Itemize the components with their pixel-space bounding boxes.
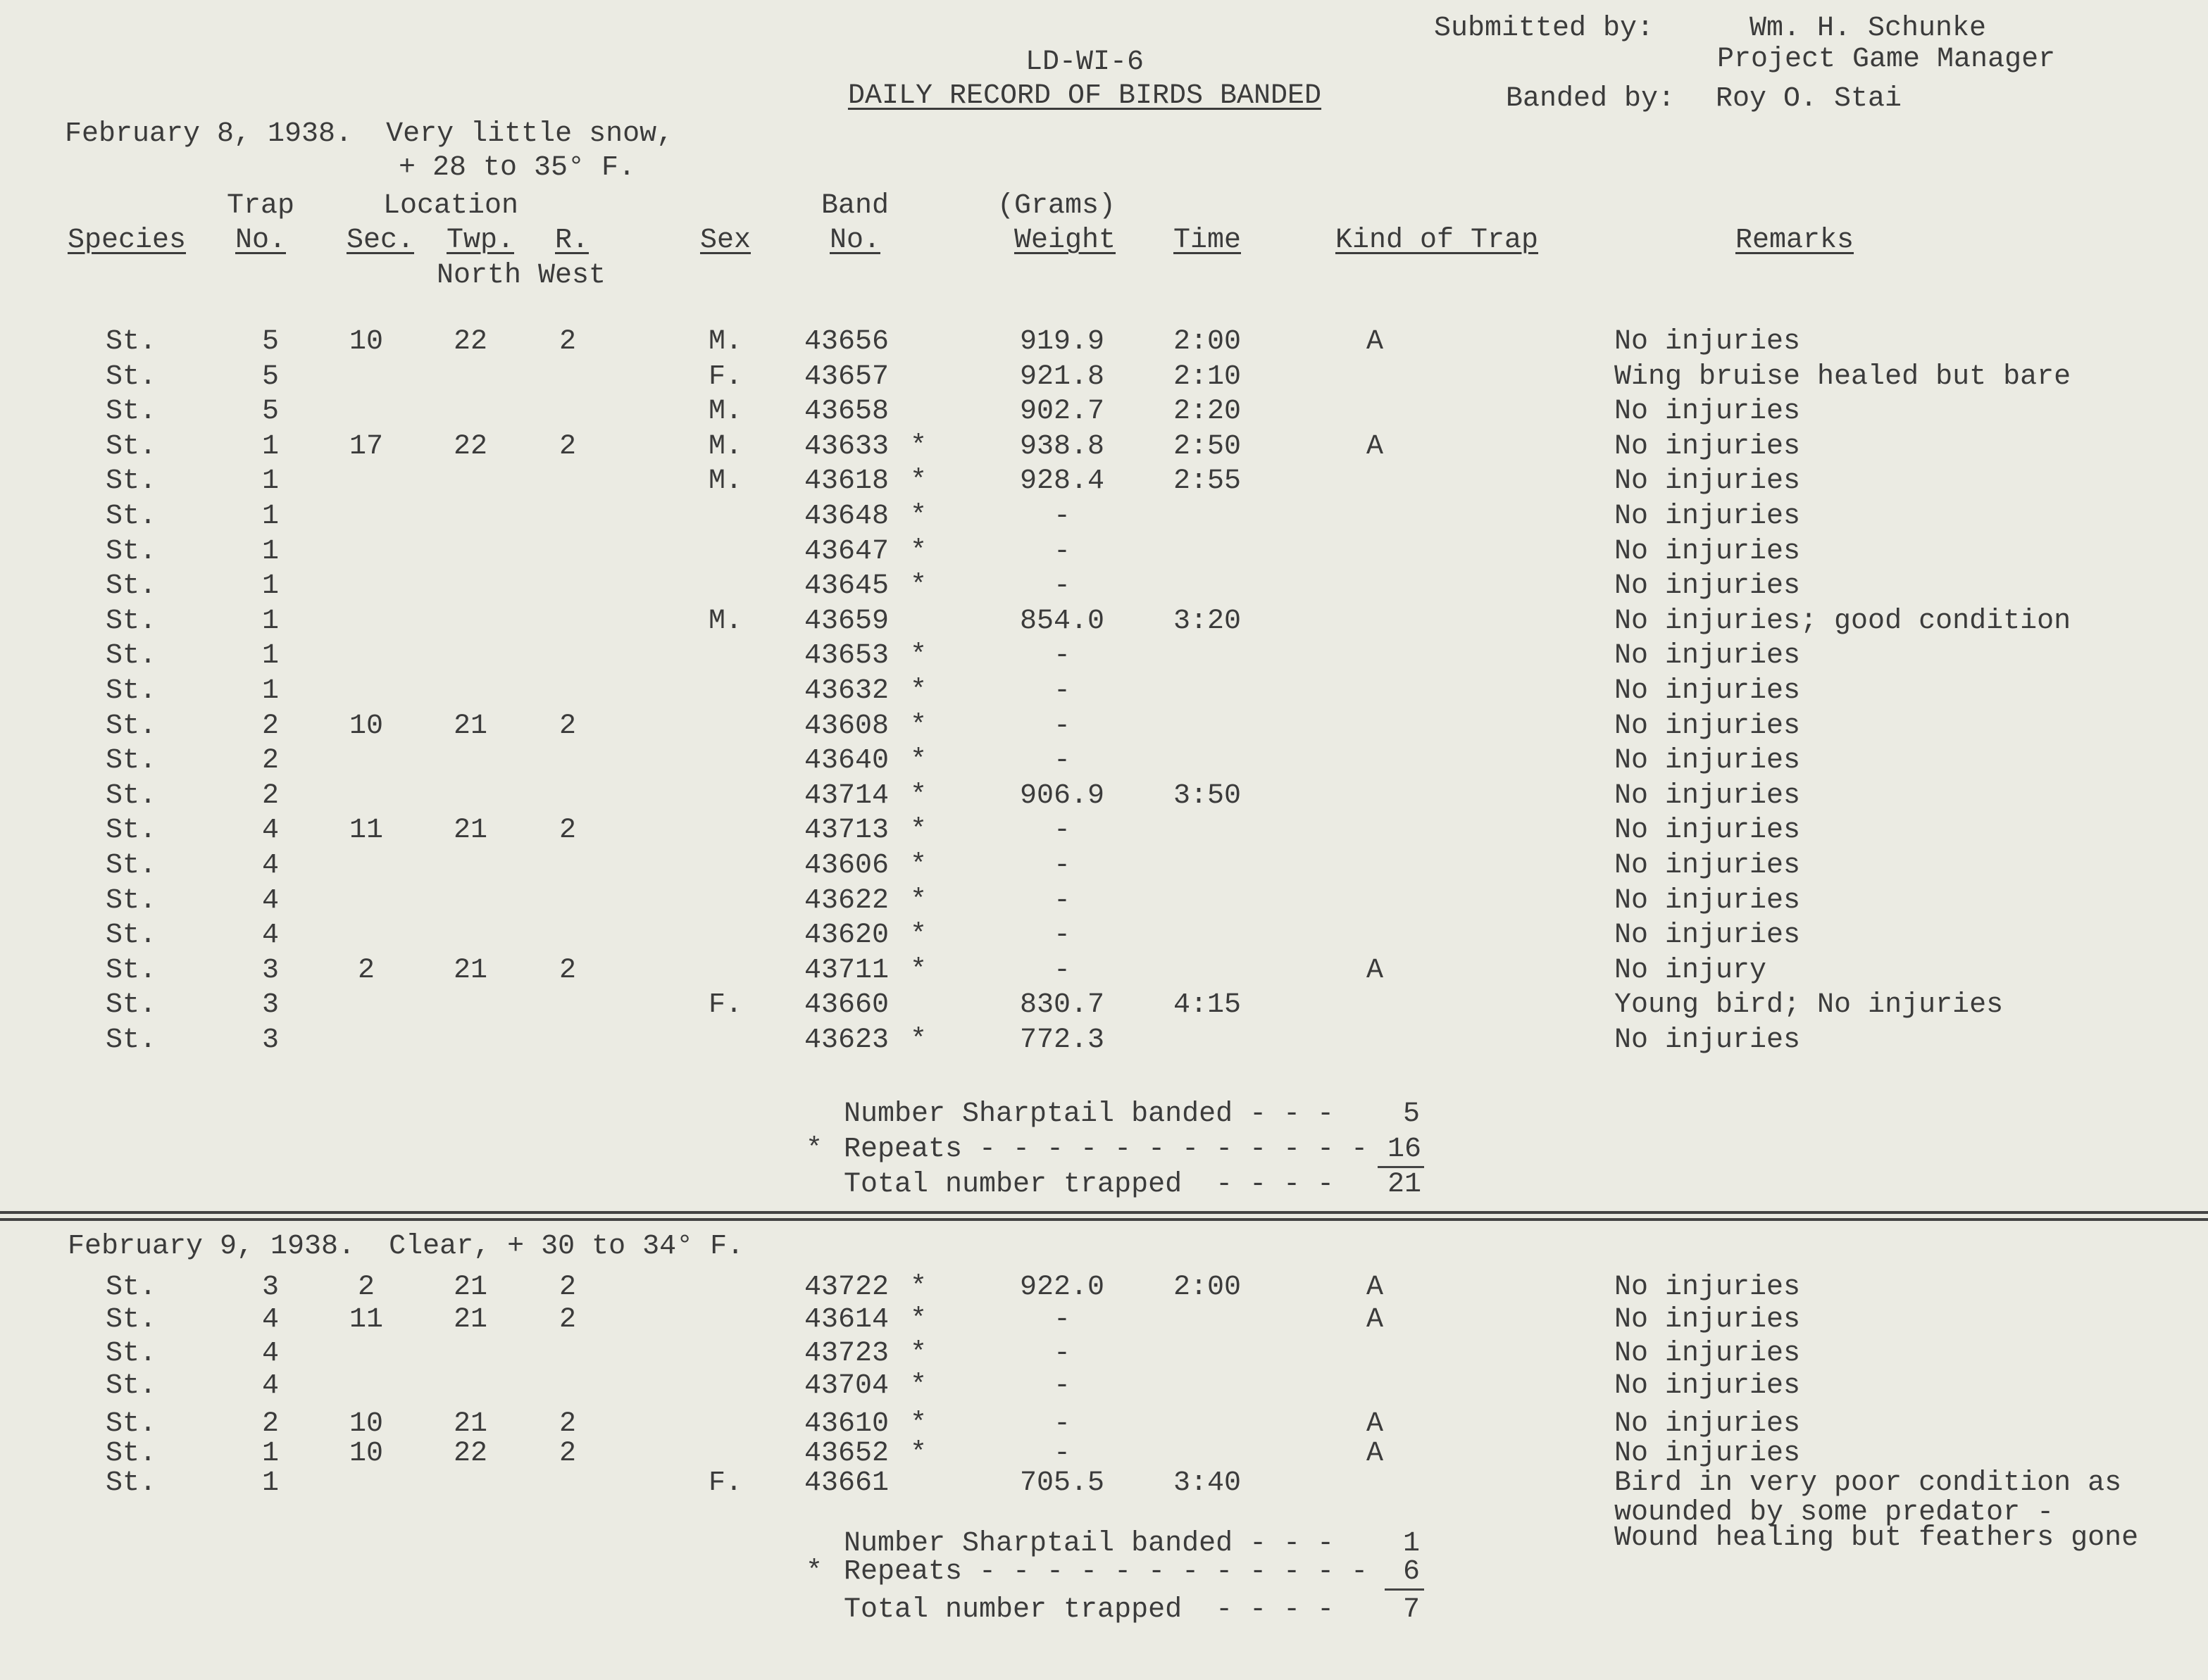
cell-time: 2:10 [1173, 361, 1242, 393]
col-band-top: Band [821, 190, 890, 222]
cell-twp: 21 [453, 1272, 488, 1303]
cell-band-no: 43656 [804, 326, 890, 358]
cell-trap-no: 2 [261, 710, 280, 742]
cell-trap-no: 4 [261, 920, 280, 952]
cell-weight: - [1053, 1408, 1071, 1440]
day1-banded-label: Number Sharptail banded - - - [844, 1098, 1335, 1130]
cell-remarks: No injuries [1614, 1024, 1801, 1056]
cell-time: 2:20 [1173, 396, 1242, 428]
cell-kind-of-trap: A [1366, 430, 1384, 463]
cell-sex: F. [708, 989, 743, 1022]
submitted-label: Submitted by: [1434, 13, 1654, 44]
cell-band-no: 43657 [804, 361, 890, 393]
day2-date-line: February 9, 1938. Clear, + 30 to 34° F. [68, 1231, 744, 1262]
cell-remarks: No injuries [1614, 430, 1801, 463]
cell-species: St. [106, 326, 157, 358]
cell-weight: 854.0 [1019, 605, 1105, 637]
cell-repeat-mark: * [910, 570, 928, 603]
cell-twp: 21 [453, 1408, 488, 1440]
cell-remarks: Young bird; No injuries [1614, 989, 2004, 1022]
cell-trap-no: 4 [261, 1304, 280, 1336]
day1-banded-value: 5 [1402, 1098, 1421, 1130]
cell-species: St. [106, 1338, 157, 1369]
cell-weight: - [1053, 850, 1071, 882]
cell-band-no: 43722 [804, 1272, 890, 1303]
cell-kind-of-trap: A [1366, 954, 1384, 986]
cell-trap-no: 4 [261, 815, 280, 847]
cell-repeat-mark: * [910, 1272, 928, 1303]
cell-range: 2 [559, 1438, 577, 1469]
day2-remarks-line-2: wounded by some predator - [1614, 1497, 2054, 1529]
cell-sec: 11 [349, 815, 384, 847]
cell-time: 3:50 [1173, 779, 1242, 812]
col-twp: Twp. [446, 225, 515, 256]
cell-species: St. [106, 501, 157, 532]
cell-trap-no: 3 [261, 1024, 280, 1056]
cell-band-no: 43661 [804, 1467, 890, 1499]
cell-remarks: No injuries [1614, 396, 1801, 428]
cell-species: St. [106, 989, 157, 1022]
cell-time: 4:15 [1173, 989, 1242, 1022]
cell-time: 2:00 [1173, 326, 1242, 358]
col-range: R. [554, 225, 590, 256]
cell-species: St. [106, 884, 157, 917]
cell-trap-no: 2 [261, 745, 280, 777]
cell-weight: 830.7 [1019, 989, 1105, 1022]
cell-range: 2 [559, 954, 577, 986]
cell-time: 2:50 [1173, 430, 1242, 463]
cell-repeat-mark: * [910, 1408, 928, 1440]
cell-repeat-mark: * [910, 535, 928, 568]
cell-trap-no: 5 [261, 326, 280, 358]
cell-kind-of-trap: A [1366, 1304, 1384, 1336]
col-trap-no: No. [235, 225, 287, 256]
cell-band-no: 43723 [804, 1338, 890, 1369]
cell-repeat-mark: * [910, 1370, 928, 1402]
cell-species: St. [106, 465, 157, 498]
day2-remarks-line-3: Wound healing but feathers gone [1614, 1522, 2139, 1554]
cell-remarks: No injuries [1614, 1272, 1801, 1303]
cell-range: 2 [559, 710, 577, 742]
cell-range: 2 [559, 1272, 577, 1303]
day1-date-line: February 8, 1938. Very little snow, [65, 118, 674, 150]
cell-remarks: No injuries [1614, 779, 1801, 812]
cell-repeat-mark: * [910, 675, 928, 707]
cell-sec: 10 [349, 326, 384, 358]
cell-remarks: No injuries [1614, 570, 1801, 603]
cell-sex: M. [708, 396, 743, 428]
cell-species: St. [106, 1024, 157, 1056]
day2-banded-label: Number Sharptail banded - - - [844, 1528, 1335, 1560]
cell-weight: - [1053, 535, 1071, 568]
cell-trap-no: 4 [261, 1370, 280, 1402]
cell-kind-of-trap: A [1366, 1438, 1384, 1469]
cell-sec: 11 [349, 1304, 384, 1336]
cell-trap-no: 3 [261, 954, 280, 986]
cell-weight: - [1053, 570, 1071, 603]
day2-total-value: 7 [1402, 1594, 1421, 1626]
cell-weight: - [1053, 1438, 1071, 1469]
cell-sec: 10 [349, 1408, 384, 1440]
day1-repeats-label: Repeats - - - - - - - - - - - - [844, 1134, 1368, 1165]
cell-band-no: 43713 [804, 815, 890, 847]
cell-species: St. [106, 850, 157, 882]
col-west: West [537, 260, 606, 292]
cell-repeat-mark: * [910, 1024, 928, 1056]
cell-weight: 921.8 [1019, 361, 1105, 393]
cell-weight: - [1053, 884, 1071, 917]
cell-twp: 22 [453, 1438, 488, 1469]
col-time: Time [1173, 225, 1242, 256]
cell-kind-of-trap: A [1366, 1408, 1384, 1440]
cell-trap-no: 3 [261, 1272, 280, 1303]
cell-weight: - [1053, 501, 1071, 532]
cell-species: St. [106, 570, 157, 603]
cell-sex: M. [708, 326, 743, 358]
col-species: Species [67, 225, 187, 256]
day2-sum-line [1385, 1588, 1424, 1591]
cell-time: 3:20 [1173, 605, 1242, 637]
cell-trap-no: 1 [261, 605, 280, 637]
cell-band-no: 43620 [804, 920, 890, 952]
cell-remarks: No injury [1614, 954, 1767, 986]
cell-repeat-mark: * [910, 745, 928, 777]
cell-band-no: 43648 [804, 501, 890, 532]
cell-species: St. [106, 1272, 157, 1303]
cell-weight: 705.5 [1019, 1467, 1105, 1499]
cell-remarks: No injuries [1614, 884, 1801, 917]
cell-weight: 928.4 [1019, 465, 1105, 498]
cell-remarks: No injuries [1614, 745, 1801, 777]
cell-time: 2:55 [1173, 465, 1242, 498]
cell-species: St. [106, 675, 157, 707]
cell-sex: F. [708, 361, 743, 393]
cell-band-no: 43660 [804, 989, 890, 1022]
cell-trap-no: 4 [261, 884, 280, 917]
cell-species: St. [106, 640, 157, 672]
cell-sex: F. [708, 1467, 743, 1499]
document-code: LD-WI-6 [1025, 46, 1144, 78]
cell-weight: - [1053, 815, 1071, 847]
cell-trap-no: 1 [261, 535, 280, 568]
cell-repeat-mark: * [910, 430, 928, 463]
cell-band-no: 43714 [804, 779, 890, 812]
col-sec: Sec. [346, 225, 415, 256]
cell-trap-no: 3 [261, 989, 280, 1022]
cell-band-no: 43610 [804, 1408, 890, 1440]
cell-weight: - [1053, 1338, 1071, 1369]
cell-range: 2 [559, 1304, 577, 1336]
cell-band-no: 43640 [804, 745, 890, 777]
day2-repeats-value: 6 [1402, 1556, 1421, 1588]
cell-trap-no: 2 [261, 1408, 280, 1440]
cell-time: 2:00 [1173, 1272, 1242, 1303]
col-north: North [436, 260, 522, 292]
cell-trap-no: 4 [261, 1338, 280, 1369]
cell-remarks: No injuries [1614, 640, 1801, 672]
banded-by-name: Roy O. Stai [1716, 83, 1902, 115]
cell-remarks: Wing bruise healed but bare [1614, 361, 2071, 393]
cell-range: 2 [559, 1408, 577, 1440]
cell-species: St. [106, 1438, 157, 1469]
document-title: DAILY RECORD OF BIRDS BANDED [847, 80, 1322, 112]
cell-band-no: 43608 [804, 710, 890, 742]
cell-twp: 21 [453, 815, 488, 847]
cell-remarks: No injuries [1614, 710, 1801, 742]
day1-repeats-value: 16 [1387, 1134, 1422, 1165]
day1-repeats-star: * [806, 1134, 823, 1165]
cell-sex: M. [708, 465, 743, 498]
cell-sex: M. [708, 605, 743, 637]
col-sex: Sex [699, 225, 751, 256]
cell-band-no: 43653 [804, 640, 890, 672]
cell-repeat-mark: * [910, 465, 928, 498]
col-location: Location [382, 190, 519, 222]
cell-species: St. [106, 430, 157, 463]
cell-repeat-mark: * [910, 954, 928, 986]
col-remarks: Remarks [1735, 225, 1854, 256]
col-weight: Weight [1013, 225, 1116, 256]
cell-species: St. [106, 1467, 157, 1499]
cell-band-no: 43645 [804, 570, 890, 603]
day2-total-label: Total number trapped - - - - [844, 1594, 1335, 1626]
cell-species: St. [106, 361, 157, 393]
cell-trap-no: 5 [261, 396, 280, 428]
cell-remarks: No injuries [1614, 815, 1801, 847]
cell-trap-no: 1 [261, 675, 280, 707]
cell-sec: 2 [357, 1272, 375, 1303]
cell-weight: - [1053, 745, 1071, 777]
cell-species: St. [106, 779, 157, 812]
section-divider-top [0, 1211, 2208, 1214]
cell-species: St. [106, 710, 157, 742]
cell-remarks: No injuries [1614, 675, 1801, 707]
cell-repeat-mark: * [910, 884, 928, 917]
cell-trap-no: 1 [261, 1467, 280, 1499]
section-divider-bottom [0, 1218, 2208, 1221]
cell-band-no: 43711 [804, 954, 890, 986]
cell-trap-no: 1 [261, 501, 280, 532]
cell-band-no: 43618 [804, 465, 890, 498]
cell-trap-no: 1 [261, 430, 280, 463]
cell-kind-of-trap: A [1366, 326, 1384, 358]
cell-weight: - [1053, 640, 1071, 672]
cell-repeat-mark: * [910, 1338, 928, 1369]
cell-band-no: 43652 [804, 1438, 890, 1469]
cell-trap-no: 1 [261, 570, 280, 603]
cell-repeat-mark: * [910, 501, 928, 532]
cell-repeat-mark: * [910, 779, 928, 812]
cell-repeat-mark: * [910, 1438, 928, 1469]
cell-band-no: 43623 [804, 1024, 890, 1056]
cell-twp: 22 [453, 430, 488, 463]
cell-remarks: No injuries [1614, 1438, 1801, 1469]
cell-repeat-mark: * [910, 815, 928, 847]
cell-remarks: Bird in very poor condition as [1614, 1467, 2122, 1499]
cell-species: St. [106, 396, 157, 428]
submitted-name: Wm. H. Schunke [1749, 13, 1987, 44]
cell-kind-of-trap: A [1366, 1272, 1384, 1303]
cell-trap-no: 1 [261, 1438, 280, 1469]
cell-species: St. [106, 535, 157, 568]
banded-by-label: Banded by: [1506, 83, 1676, 115]
cell-weight: - [1053, 675, 1071, 707]
cell-band-no: 43614 [804, 1304, 890, 1336]
cell-remarks: No injuries [1614, 535, 1801, 568]
cell-weight: 922.0 [1019, 1272, 1105, 1303]
cell-weight: 902.7 [1019, 396, 1105, 428]
day2-repeats-label: Repeats - - - - - - - - - - - - [844, 1556, 1368, 1588]
cell-remarks: No injuries [1614, 501, 1801, 532]
cell-remarks: No injuries [1614, 465, 1801, 498]
col-kind-of-trap: Kind of Trap [1335, 225, 1539, 256]
cell-band-no: 43658 [804, 396, 890, 428]
cell-repeat-mark: * [910, 920, 928, 952]
cell-twp: 21 [453, 1304, 488, 1336]
cell-band-no: 43704 [804, 1370, 890, 1402]
cell-weight: 772.3 [1019, 1024, 1105, 1056]
cell-weight: 919.9 [1019, 326, 1105, 358]
col-trap-top: Trap [226, 190, 295, 222]
cell-band-no: 43632 [804, 675, 890, 707]
cell-remarks: No injuries [1614, 1370, 1801, 1402]
cell-band-no: 43633 [804, 430, 890, 463]
cell-band-no: 43606 [804, 850, 890, 882]
cell-band-no: 43647 [804, 535, 890, 568]
cell-time: 3:40 [1173, 1467, 1242, 1499]
cell-twp: 22 [453, 326, 488, 358]
cell-sec: 2 [357, 954, 375, 986]
cell-species: St. [106, 1304, 157, 1336]
day1-total-label: Total number trapped - - - - [844, 1169, 1335, 1201]
cell-remarks: No injuries [1614, 850, 1801, 882]
cell-repeat-mark: * [910, 640, 928, 672]
cell-sex: M. [708, 430, 743, 463]
cell-weight: 906.9 [1019, 779, 1105, 812]
cell-trap-no: 2 [261, 779, 280, 812]
cell-band-no: 43622 [804, 884, 890, 917]
day2-repeats-star: * [806, 1556, 823, 1588]
cell-species: St. [106, 745, 157, 777]
day1-temperature: + 28 to 35° F. [399, 152, 636, 184]
cell-sec: 17 [349, 430, 384, 463]
cell-range: 2 [559, 815, 577, 847]
cell-weight: - [1053, 1370, 1071, 1402]
day2-banded-value: 1 [1402, 1528, 1421, 1560]
cell-remarks: No injuries [1614, 920, 1801, 952]
submitted-title: Project Game Manager [1717, 44, 2056, 75]
cell-weight: - [1053, 954, 1071, 986]
cell-remarks: No injuries [1614, 1304, 1801, 1336]
cell-sec: 10 [349, 1438, 384, 1469]
cell-trap-no: 4 [261, 850, 280, 882]
cell-trap-no: 1 [261, 640, 280, 672]
cell-trap-no: 5 [261, 361, 280, 393]
day1-total-value: 21 [1387, 1169, 1422, 1201]
cell-repeat-mark: * [910, 710, 928, 742]
cell-remarks: No injuries [1614, 326, 1801, 358]
cell-band-no: 43659 [804, 605, 890, 637]
cell-remarks: No injuries; good condition [1614, 605, 2071, 637]
cell-twp: 21 [453, 954, 488, 986]
cell-twp: 21 [453, 710, 488, 742]
cell-repeat-mark: * [910, 1304, 928, 1336]
cell-species: St. [106, 1370, 157, 1402]
cell-weight: - [1053, 710, 1071, 742]
cell-range: 2 [559, 430, 577, 463]
cell-species: St. [106, 605, 157, 637]
cell-species: St. [106, 815, 157, 847]
cell-weight: - [1053, 1304, 1071, 1336]
cell-remarks: No injuries [1614, 1408, 1801, 1440]
cell-species: St. [106, 954, 157, 986]
cell-trap-no: 1 [261, 465, 280, 498]
cell-repeat-mark: * [910, 850, 928, 882]
cell-species: St. [106, 1408, 157, 1440]
col-grams: (Grams) [997, 190, 1116, 222]
cell-range: 2 [559, 326, 577, 358]
cell-sec: 10 [349, 710, 384, 742]
cell-remarks: No injuries [1614, 1338, 1801, 1369]
cell-species: St. [106, 920, 157, 952]
cell-weight: - [1053, 920, 1071, 952]
col-band-no: No. [829, 225, 881, 256]
cell-weight: 938.8 [1019, 430, 1105, 463]
